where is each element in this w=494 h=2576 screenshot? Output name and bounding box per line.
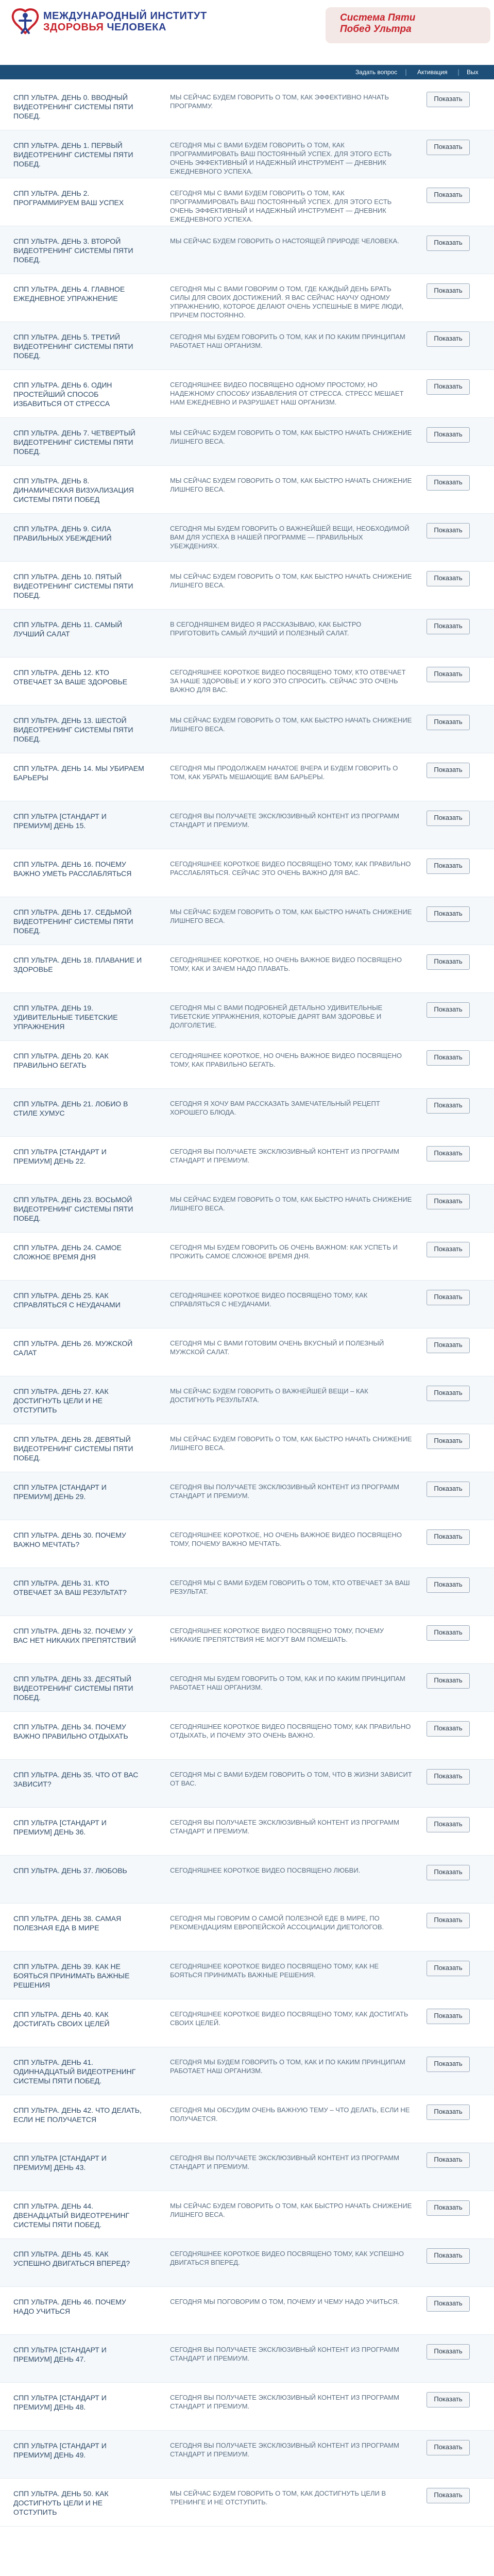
lesson-title: СПП УЛЬТРА. ДЕНЬ 27. КАК ДОСТИГНУТЬ ЦЕЛИ И НЕ ОТСТУПИТЬ: [13, 1387, 109, 1414]
show-lesson-button[interactable]: Показать: [427, 379, 470, 395]
lesson-title: СПП УЛЬТРА [СТАНДАРТ И ПРЕМИУМ] ДЕНЬ 43.: [13, 2154, 107, 2171]
lesson-row: [0, 1376, 494, 1424]
show-lesson-button[interactable]: Показать: [427, 1002, 470, 1018]
lesson-description: В СЕГОДНЯШНЕМ ВИДЕО Я РАССКАЗЫВАЮ, КАК БЫСТРО ПРИГОТОВИТЬ САМЫЙ ЛУЧШИЙ И ПОЛЕЗНЫЙ САЛАТ.: [170, 620, 362, 637]
lesson-row: [0, 658, 494, 705]
lesson-row: [0, 1185, 494, 1233]
show-lesson-button[interactable]: Показать: [427, 1242, 470, 1257]
lesson-title: СПП УЛЬТРА. ДЕНЬ 13. ШЕСТОЙ ВИДЕОТРЕНИНГ СИСТЕМЫ ПЯТИ ПОБЕД.: [13, 716, 133, 743]
top-nav: [0, 65, 494, 79]
show-lesson-button[interactable]: Показать: [427, 1577, 470, 1593]
lesson-description: МЫ СЕЙЧАС БУДЕМ ГОВОРИТЬ О ТОМ, КАК БЫСТРО НАЧАТЬ СНИЖЕНИЕ ЛИШНЕГО ВЕСА.: [170, 477, 412, 493]
lesson-row: [0, 1568, 494, 1616]
lesson-title: СПП УЛЬТРА. ДЕНЬ 26. МУЖСКОЙ САЛАТ: [13, 1339, 133, 1357]
lesson-title: СПП УЛЬТРА [СТАНДАРТ И ПРЕМИУМ] ДЕНЬ 47.: [13, 2346, 107, 2363]
lesson-description: СЕГОДНЯШНЕЕ КОРОТКОЕ, НО ОЧЕНЬ ВАЖНОЕ ВИДЕО ПОСВЯЩЕНО ТОМУ, КАК ПРАВИЛЬНО БЕГАТЬ.: [170, 1052, 402, 1068]
lesson-title: СПП УЛЬТРА. ДЕНЬ 2. ПРОГРАММИРУЕМ ВАШ УСПЕХ: [13, 189, 124, 207]
lesson-description: СЕГОДНЯ ВЫ ПОЛУЧАЕТЕ ЭКСКЛЮЗИВНЫЙ КОНТЕНТ ИЗ ПРОГРАММ СТАНДАРТ И ПРЕМИУМ.: [170, 1819, 399, 1835]
lesson-row: [0, 1041, 494, 1089]
lesson-row: [0, 1424, 494, 1472]
lesson-row: [0, 1760, 494, 1808]
lesson-row: [0, 801, 494, 849]
lesson-row: [0, 418, 494, 466]
lesson-title: СПП УЛЬТРА. ДЕНЬ 25. КАК СПРАВЛЯТЬСЯ С НЕУДАЧАМИ: [13, 1291, 121, 1309]
lesson-title: СПП УЛЬТРА. ДЕНЬ 16. ПОЧЕМУ ВАЖНО УМЕТЬ РАССЛАБЛЯТЬСЯ: [13, 860, 132, 878]
lesson-title: СПП УЛЬТРА. ДЕНЬ 32. ПОЧЕМУ У ВАС НЕТ НИКАКИХ ПРЕПЯТСТВИЙ: [13, 1627, 137, 1644]
show-lesson-button[interactable]: Показать: [427, 1529, 470, 1545]
lesson-title: СПП УЛЬТРА. ДЕНЬ 30. ПОЧЕМУ ВАЖНО МЕЧТАТЬ?: [13, 1531, 126, 1548]
lesson-description: СЕГОДНЯ ВЫ ПОЛУЧАЕТЕ ЭКСКЛЮЗИВНЫЙ КОНТЕНТ ИЗ ПРОГРАММ СТАНДАРТ И ПРЕМИУМ.: [170, 812, 399, 829]
lesson-row: [0, 2047, 494, 2095]
lesson-description: СЕГОДНЯ МЫ БУДЕМ ГОВОРИТЬ О ТОМ, КАК И ПО КАКИМ ПРИНЦИПАМ РАБОТАЕТ НАШ ОРГАНИЗМ.: [170, 333, 405, 349]
lesson-row: [0, 2095, 494, 2143]
nav-separator: |: [457, 69, 460, 76]
show-lesson-button[interactable]: Показать: [427, 331, 470, 347]
lesson-description: СЕГОДНЯ МЫ БУДЕМ ГОВОРИТЬ ОБ ОЧЕНЬ ВАЖНОМ: КАК УСПЕТЬ И ПРОЖИТЬ САМОЕ СЛОЖНОЕ ВРЕМЯ ДНЯ.: [170, 1243, 398, 1260]
lesson-description: СЕГОДНЯШНЕЕ КОРОТКОЕ ВИДЕО ПОСВЯЩЕНО ЛЮБВИ.: [170, 1866, 361, 1874]
lesson-title: СПП УЛЬТРА. ДЕНЬ 39. КАК НЕ БОЯТЬСЯ ПРИНИМАТЬ ВАЖНЫЕ РЕШЕНИЯ: [13, 1962, 130, 1989]
lesson-description: МЫ СЕЙЧАС БУДЕМ ГОВОРИТЬ О ВАЖНЕЙШЕЙ ВЕЩИ – КАК ДОСТИГНУТЬ РЕЗУЛЬТАТА.: [170, 1387, 368, 1404]
lesson-title: СПП УЛЬТРА. ДЕНЬ 4. ГЛАВНОЕ ЕЖЕДНЕВНОЕ УПРАЖНЕНИЕ: [13, 285, 125, 302]
show-lesson-button[interactable]: Показать: [427, 188, 470, 203]
lesson-description: СЕГОДНЯ ВЫ ПОЛУЧАЕТЕ ЭКСКЛЮЗИВНЫЙ КОНТЕНТ ИЗ ПРОГРАММ СТАНДАРТ И ПРЕМИУМ.: [170, 2394, 399, 2410]
lesson-row: [0, 753, 494, 801]
lesson-row: [0, 178, 494, 226]
lesson-title: СПП УЛЬТРА. ДЕНЬ 42. ЧТО ДЕЛАТЬ, ЕСЛИ НЕ ПОЛУЧАЕТСЯ: [13, 2106, 142, 2124]
ask-question-link[interactable]: Задать вопрос: [355, 69, 398, 76]
lesson-row: [0, 2431, 494, 2479]
lesson-description: СЕГОДНЯ МЫ ОБСУДИМ ОЧЕНЬ ВАЖНУЮ ТЕМУ – ЧТО ДЕЛАТЬ, ЕСЛИ НЕ ПОЛУЧАЕТСЯ.: [170, 2106, 410, 2123]
lesson-title: СПП УЛЬТРА. ДЕНЬ 11. САМЫЙ ЛУЧШИЙ САЛАТ: [13, 620, 123, 638]
lesson-description: СЕГОДНЯ ВЫ ПОЛУЧАЕТЕ ЭКСКЛЮЗИВНЫЙ КОНТЕНТ ИЗ ПРОГРАММ СТАНДАРТ И ПРЕМИУМ.: [170, 1148, 399, 1164]
lesson-title: СПП УЛЬТРА [СТАНДАРТ И ПРЕМИУМ] ДЕНЬ 49.: [13, 2442, 107, 2459]
lesson-row: [0, 993, 494, 1041]
lesson-description: СЕГОДНЯШНЕЕ КОРОТКОЕ ВИДЕО ПОСВЯЩЕНО ТОМУ, КАК ПРАВИЛЬНО РАССЛАБЛЯТЬСЯ. СЕЙЧАС ЭТО ОЧЕНЬ ВАЖНО ДЛЯ ВАС.: [170, 860, 411, 877]
lesson-title: СПП УЛЬТРА. ДЕНЬ 28. ДЕВЯТЫЙ ВИДЕОТРЕНИНГ СИСТЕМЫ ПЯТИ ПОБЕД.: [13, 1435, 133, 1462]
lesson-row: [0, 562, 494, 610]
lesson-description: СЕГОДНЯШНЕЕ КОРОТКОЕ ВИДЕО ПОСВЯЩЕНО ТОМУ, КАК УСПЕШНО ДВИГАТЬСЯ ВПЕРЕД.: [170, 2250, 404, 2266]
lesson-title: СПП УЛЬТРА. ДЕНЬ 20. КАК ПРАВИЛЬНО БЕГАТЬ: [13, 1052, 109, 1069]
lesson-title: СПП УЛЬТРА [СТАНДАРТ И ПРЕМИУМ] ДЕНЬ 29.: [13, 1483, 107, 1501]
show-lesson-button[interactable]: Показать: [427, 1625, 470, 1641]
lesson-description: СЕГОДНЯШНЕЕ КОРОТКОЕ, НО ОЧЕНЬ ВАЖНОЕ ВИДЕО ПОСВЯЩЕНО ТОМУ, КАК И ЗАЧЕМ НАДО ПЛАВАТЬ.: [170, 956, 402, 972]
lesson-title: СПП УЛЬТРА. ДЕНЬ 37. ЛЮБОВЬ: [13, 1866, 127, 1875]
lesson-title: СПП УЛЬТРА [СТАНДАРТ И ПРЕМИУМ] ДЕНЬ 15.: [13, 812, 107, 830]
lesson-description: СЕГОДНЯ МЫ БУДЕМ ГОВОРИТЬ О ТОМ, КАК И ПО КАКИМ ПРИНЦИПАМ РАБОТАЕТ НАШ ОРГАНИЗМ.: [170, 2058, 405, 2075]
lesson-title: СПП УЛЬТРА. ДЕНЬ 18. ПЛАВАНИЕ И ЗДОРОВЬЕ: [13, 956, 142, 973]
lesson-description: СЕГОДНЯ МЫ ГОВОРИМ О САМОЙ ПОЛЕЗНОЙ ЕДЕ В МИРЕ, ПО РЕКОМЕНДАЦИЯМ ЕВРОПЕЙСКОЙ АССОЦИАЦИИ ДИЕТОЛОГОВ.: [170, 1914, 384, 1931]
lesson-description: МЫ СЕЙЧАС БУДЕМ ГОВОРИТЬ О НАСТОЯЩЕЙ ПРИРОДЕ ЧЕЛОВЕКА.: [170, 237, 399, 245]
lesson-title: СПП УЛЬТРА. ДЕНЬ 31. КТО ОТВЕЧАЕТ ЗА ВАШ РЕЗУЛЬТАТ?: [13, 1579, 127, 1596]
lesson-row: [0, 2143, 494, 2191]
show-lesson-button[interactable]: Показать: [427, 235, 470, 251]
show-lesson-button[interactable]: Показать: [427, 858, 470, 874]
show-lesson-button[interactable]: Показать: [427, 2057, 470, 2072]
lesson-row: [0, 1712, 494, 1760]
show-lesson-button[interactable]: Показать: [427, 571, 470, 586]
show-lesson-button[interactable]: Показать: [427, 283, 470, 299]
show-lesson-button[interactable]: Показать: [427, 1146, 470, 1161]
show-lesson-button[interactable]: Показать: [427, 2344, 470, 2360]
lesson-row: [0, 1904, 494, 1951]
lesson-row: [0, 1520, 494, 1568]
show-lesson-button[interactable]: Показать: [427, 2009, 470, 2024]
lesson-row: [0, 1281, 494, 1328]
lesson-description: МЫ СЕЙЧАС БУДЕМ ГОВОРИТЬ О ТОМ, КАК БЫСТРО НАЧАТЬ СНИЖЕНИЕ ЛИШНЕГО ВЕСА.: [170, 1196, 412, 1212]
show-lesson-button[interactable]: Показать: [427, 1338, 470, 1353]
show-lesson-button[interactable]: Показать: [427, 1769, 470, 1784]
lesson-row: [0, 370, 494, 418]
lesson-row: [0, 2335, 494, 2383]
lesson-description: СЕГОДНЯ МЫ С ВАМИ ГОВОРИМ О ТОМ, ГДЕ КАЖДЫЙ ДЕНЬ БРАТЬ СИЛЫ ДЛЯ СВОИХ ДОСТИЖЕНИЙ. Я ВАС СЕЙЧАС НАУЧУ ОДНОМУ УПРАЖНЕНИЮ, КОТОРОЕ ДЕЛАЮТ ОЧЕНЬ УСПЕШНЫЕ В МИРЕ ЛЮДИ, ПРИЧЕМ ПОСТОЯННО.: [170, 285, 404, 319]
show-lesson-button[interactable]: Показать: [427, 1913, 470, 1928]
show-lesson-button[interactable]: Показать: [427, 2104, 470, 2120]
lesson-row: [0, 226, 494, 274]
lesson-row: [0, 514, 494, 562]
show-lesson-button[interactable]: Показать: [427, 140, 470, 155]
lesson-title: СПП УЛЬТРА. ДЕНЬ 23. ВОСЬМОЙ ВИДЕОТРЕНИНГ СИСТЕМЫ ПЯТИ ПОБЕД.: [13, 1196, 133, 1222]
lesson-title: СПП УЛЬТРА. ДЕНЬ 17. СЕДЬМОЙ ВИДЕОТРЕНИНГ СИСТЕМЫ ПЯТИ ПОБЕД.: [13, 908, 133, 935]
show-lesson-button[interactable]: Показать: [427, 2488, 470, 2503]
lesson-title: СПП УЛЬТРА. ДЕНЬ 34. ПОЧЕМУ ВАЖНО ПРАВИЛЬНО ОТДЫХАТЬ: [13, 1723, 128, 1740]
lesson-row: [0, 1616, 494, 1664]
lesson-description: СЕГОДНЯШНЕЕ КОРОТКОЕ ВИДЕО ПОСВЯЩЕНО ТОМУ, КАК СПРАВЛЯТЬСЯ С НЕУДАЧАМИ.: [170, 1291, 368, 1308]
lesson-row: [0, 849, 494, 897]
lesson-description: СЕГОДНЯ МЫ С ВАМИ БУДЕМ ГОВОРИТЬ О ТОМ, ЧТО В ЖИЗНИ ЗАВИСИТ ОТ ВАС.: [170, 1771, 412, 1787]
show-lesson-button[interactable]: Показать: [427, 906, 470, 922]
lesson-description: СЕГОДНЯШНЕЕ КОРОТКОЕ ВИДЕО ПОСВЯЩЕНО ТОМУ, КАК ДОСТИГАТЬ СВОИХ ЦЕЛЕЙ.: [170, 2010, 408, 2027]
lesson-title: СПП УЛЬТРА. ДЕНЬ 38. САМАЯ ПОЛЕЗНАЯ ЕДА В МИРЕ: [13, 1914, 122, 1932]
lesson-title: СПП УЛЬТРА. ДЕНЬ 8. ДИНАМИЧЕСКАЯ ВИЗУАЛИЗАЦИЯ СИСТЕМЫ ПЯТИ ПОБЕД: [13, 477, 134, 503]
lesson-description: МЫ СЕЙЧАС БУДЕМ ГОВОРИТЬ О ТОМ, КАК ЭФФЕКТИВНО НАЧАТЬ ПРОГРАММУ.: [170, 93, 389, 110]
lesson-row: [0, 1951, 494, 1999]
lesson-description: СЕГОДНЯ МЫ С ВАМИ ГОТОВИМ ОЧЕНЬ ВКУСНЫЙ И ПОЛЕЗНЫЙ МУЖСКОЙ САЛАТ.: [170, 1339, 384, 1356]
logo-line-2-accent: ЗДОРОВЬЯ: [43, 22, 104, 33]
activation-link[interactable]: Активация: [417, 69, 448, 76]
show-lesson-button[interactable]: Показать: [427, 1865, 470, 1880]
lesson-row: [0, 1328, 494, 1376]
program-badge: [326, 7, 490, 43]
lesson-title: СПП УЛЬТРА. ДЕНЬ 14. МЫ УБИРАЕМ БАРЬЕРЫ: [13, 764, 144, 782]
lesson-row: [0, 2383, 494, 2431]
show-lesson-button[interactable]: Показать: [427, 92, 470, 107]
lesson-description: СЕГОДНЯ ВЫ ПОЛУЧАЕТЕ ЭКСКЛЮЗИВНЫЙ КОНТЕНТ ИЗ ПРОГРАММ СТАНДАРТ И ПРЕМИУМ.: [170, 2346, 399, 2362]
lesson-title: СПП УЛЬТРА. ДЕНЬ 33. ДЕСЯТЫЙ ВИДЕОТРЕНИНГ СИСТЕМЫ ПЯТИ ПОБЕД.: [13, 1675, 133, 1702]
site-header: [0, 0, 494, 62]
lesson-title: СПП УЛЬТРА [СТАНДАРТ И ПРЕМИУМ] ДЕНЬ 48.: [13, 2394, 107, 2411]
lesson-row: [0, 2191, 494, 2239]
lesson-list: [0, 82, 494, 2527]
lesson-title: СПП УЛЬТРА. ДЕНЬ 19. УДИВИТЕЛЬНЫЕ ТИБЕТСКИЕ УПРАЖНЕНИЯ: [13, 1004, 118, 1031]
lesson-row: [0, 1472, 494, 1520]
lesson-title: СПП УЛЬТРА. ДЕНЬ 41. ОДИННАДЦАТЫЙ ВИДЕОТРЕНИНГ СИСТЕМЫ ПЯТИ ПОБЕД.: [13, 2058, 136, 2085]
show-lesson-button[interactable]: Показать: [427, 1050, 470, 1066]
lesson-title: СПП УЛЬТРА. ДЕНЬ 0. ВВОДНЫЙ ВИДЕОТРЕНИНГ СИСТЕМЫ ПЯТИ ПОБЕД.: [13, 93, 133, 120]
lesson-description: СЕГОДНЯ МЫ С ВАМИ БУДЕМ ГОВОРИТЬ О ТОМ, КТО ОТВЕЧАЕТ ЗА ВАШ РЕЗУЛЬТАТ.: [170, 1579, 410, 1595]
program-badge-text: [340, 12, 415, 35]
show-lesson-button[interactable]: Показать: [427, 2392, 470, 2407]
lesson-title: СПП УЛЬТРА. ДЕНЬ 21. ЛОБИО В СТИЛЕ ХУМУС: [13, 1100, 128, 1117]
lesson-title: СПП УЛЬТРА. ДЕНЬ 50. КАК ДОСТИГНУТЬ ЦЕЛИ И НЕ ОТСТУПИТЬ: [13, 2489, 109, 2516]
lesson-description: СЕГОДНЯШНЕЕ КОРОТКОЕ ВИДЕО ПОСВЯЩЕНО ТОМУ, ПОЧЕМУ НИКАКИЕ ПРЕПЯТСТВИЯ НЕ МОГУТ ВАМ ПОМЕШАТЬ.: [170, 1627, 384, 1643]
lesson-row: [0, 945, 494, 993]
lesson-description: СЕГОДНЯ МЫ БУДЕМ ГОВОРИТЬ О ТОМ, КАК И ПО КАКИМ ПРИНЦИПАМ РАБОТАЕТ НАШ ОРГАНИЗМ.: [170, 1675, 405, 1691]
lesson-title: СПП УЛЬТРА [СТАНДАРТ И ПРЕМИУМ] ДЕНЬ 36.: [13, 1819, 107, 1836]
lesson-row: [0, 1856, 494, 1904]
lesson-row: [0, 274, 494, 322]
show-lesson-button[interactable]: Показать: [427, 1481, 470, 1497]
lesson-row: [0, 2479, 494, 2527]
lesson-description: СЕГОДНЯ МЫ С ВАМИ БУДЕМ ГОВОРИТЬ О ТОМ, КАК ПРОГРАММИРОВАТЬ ВАШ ПОСТОЯННЫЙ УСПЕХ. ДЛЯ ЭТОГО ЕСТЬ ОЧЕНЬ ЭФФЕКТИВНЫЙ И НАДЕЖНЫЙ ИНСТРУМЕНТ — ДНЕВНИК ЕЖЕДНЕВНОГО УСПЕХА.: [170, 189, 392, 223]
show-lesson-button[interactable]: Показать: [427, 475, 470, 491]
lesson-description: СЕГОДНЯШНЕЕ КОРОТКОЕ, НО ОЧЕНЬ ВАЖНОЕ ВИДЕО ПОСВЯЩЕНО ТОМУ, ПОЧЕМУ ВАЖНО МЕЧТАТЬ.: [170, 1531, 402, 1547]
program-badge-line-1: Система Пяти: [340, 12, 416, 23]
program-badge-line-2: Побед Ультра: [340, 24, 412, 35]
lesson-description: СЕГОДНЯ ВЫ ПОЛУЧАЕТЕ ЭКСКЛЮЗИВНЫЙ КОНТЕНТ ИЗ ПРОГРАММ СТАНДАРТ И ПРЕМИУМ.: [170, 2442, 399, 2458]
lesson-description: СЕГОДНЯ ВЫ ПОЛУЧАЕТЕ ЭКСКЛЮЗИВНЫЙ КОНТЕНТ ИЗ ПРОГРАММ СТАНДАРТ И ПРЕМИУМ.: [170, 2154, 399, 2170]
show-lesson-button[interactable]: Показать: [427, 763, 470, 778]
lesson-title: СПП УЛЬТРА. ДЕНЬ 24. САМОЕ СЛОЖНОЕ ВРЕМЯ ДНЯ: [13, 1243, 122, 1261]
lesson-description: МЫ СЕЙЧАС БУДЕМ ГОВОРИТЬ О ТОМ, КАК БЫСТРО НАЧАТЬ СНИЖЕНИЕ ЛИШНЕГО ВЕСА.: [170, 2202, 412, 2218]
show-lesson-button[interactable]: Показать: [427, 1817, 470, 1832]
lesson-description: СЕГОДНЯ МЫ С ВАМИ ПОДРОБНЕЙ ДЕТАЛЬНО УДИВИТЕЛЬНЫЕ ТИБЕТСКИЕ УПРАЖНЕНИЯ, КОТОРЫЕ ДАРЯТ ВАМ ЗДОРОВЬЕ И ДОЛГОЛЕТИЕ.: [170, 1004, 383, 1029]
lesson-row: [0, 1999, 494, 2047]
lesson-title: СПП УЛЬТРА. ДЕНЬ 9. СИЛА ПРАВИЛЬНЫХ УБЕЖДЕНИЙ: [13, 525, 112, 542]
lesson-row: [0, 82, 494, 130]
lesson-description: СЕГОДНЯ МЫ ПОГОВОРИМ О ТОМ, ПОЧЕМУ И ЧЕМУ НАДО УЧИТЬСЯ.: [170, 2298, 400, 2305]
lesson-description: МЫ СЕЙЧАС БУДЕМ ГОВОРИТЬ О ТОМ, КАК БЫСТРО НАЧАТЬ СНИЖЕНИЕ ЛИШНЕГО ВЕСА.: [170, 573, 412, 589]
lesson-description: СЕГОДНЯ МЫ С ВАМИ БУДЕМ ГОВОРИТЬ О ТОМ, КАК ПРОГРАММИРОВАТЬ ВАШ ПОСТОЯННЫЙ УСПЕХ. ДЛЯ ЭТОГО ЕСТЬ ОЧЕНЬ ЭФФЕКТИВНЫЙ И НАДЕЖНЫЙ ИНСТРУМЕНТ — ДНЕВНИК ЕЖЕДНЕВНОГО УСПЕХА.: [170, 141, 392, 175]
institute-logo-text[interactable]: [43, 10, 207, 33]
show-lesson-button[interactable]: Показать: [427, 523, 470, 538]
show-lesson-button[interactable]: Показать: [427, 2200, 470, 2216]
nav-separator: |: [405, 69, 407, 76]
lesson-description: СЕГОДНЯШНЕЕ ВИДЕО ПОСВЯЩЕНО ОДНОМУ ПРОСТОМУ, НО НАДЕЖНОМУ СПОСОБУ ИЗБАВЛЕНИЯ ОТ СТРЕССА. СТРЕСС МЕШАЕТ НАМ ЕЖЕДНЕВНО И РАЗРУШАЕТ НАШ ОРГАНИЗМ.: [170, 381, 404, 406]
lesson-description: МЫ СЕЙЧАС БУДЕМ ГОВОРИТЬ О ТОМ, КАК БЫСТРО НАЧАТЬ СНИЖЕНИЕ ЛИШНЕГО ВЕСА.: [170, 716, 412, 733]
lesson-description: СЕГОДНЯ МЫ ПРОДОЛЖАЕМ НАЧАТОЕ ВЧЕРА И БУДЕМ ГОВОРИТЬ О ТОМ, КАК УБРАТЬ МЕШАЮЩИЕ ВАМ БАРЬЕРЫ.: [170, 764, 398, 781]
show-lesson-button[interactable]: Показать: [427, 1721, 470, 1737]
show-lesson-button[interactable]: Показать: [427, 2152, 470, 2168]
show-lesson-button[interactable]: Показать: [427, 2248, 470, 2264]
lesson-title: СПП УЛЬТРА. ДЕНЬ 40. КАК ДОСТИГАТЬ СВОИХ ЦЕЛЕЙ: [13, 2010, 110, 2028]
show-lesson-button[interactable]: Показать: [427, 427, 470, 443]
lesson-row: [0, 897, 494, 945]
lesson-title: СПП УЛЬТРА [СТАНДАРТ И ПРЕМИУМ] ДЕНЬ 22.: [13, 1148, 107, 1165]
lesson-description: СЕГОДНЯШНЕЕ КОРОТКОЕ ВИДЕО ПОСВЯЩЕНО ТОМУ, КТО ОТВЕЧАЕТ ЗА НАШЕ ЗДОРОВЬЕ И У КОГО ЭТО СПРОСИТЬ. СЕЙЧАС ЭТО ОЧЕНЬ ВАЖНО ДЛЯ ВАС.: [170, 668, 406, 694]
logo-line-1: МЕЖДУНАРОДНЫЙ ИНСТИТУТ: [43, 10, 207, 22]
lesson-row: [0, 610, 494, 658]
lesson-row: [0, 322, 494, 370]
lesson-title: СПП УЛЬТРА. ДЕНЬ 44. ДВЕНАДЦАТЫЙ ВИДЕОТРЕНИНГ СИСТЕМЫ ПЯТИ ПОБЕД.: [13, 2202, 130, 2229]
lesson-description: СЕГОДНЯШНЕЕ КОРОТКОЕ ВИДЕО ПОСВЯЩЕНО ТОМУ, КАК ПРАВИЛЬНО ОТДЫХАТЬ, И ПОЧЕМУ ЭТО ОЧЕНЬ ВАЖНО.: [170, 1723, 411, 1739]
show-lesson-button[interactable]: Показать: [427, 1386, 470, 1401]
logo-line-2-rest: ЧЕЛОВЕКА: [107, 22, 166, 33]
lesson-description: МЫ СЕЙЧАС БУДЕМ ГОВОРИТЬ О ТОМ, КАК БЫСТРО НАЧАТЬ СНИЖЕНИЕ ЛИШНЕГО ВЕСА.: [170, 908, 412, 924]
lesson-row: [0, 2287, 494, 2335]
lesson-row: [0, 1089, 494, 1137]
lesson-description: МЫ СЕЙЧАС БУДЕМ ГОВОРИТЬ О ТОМ, КАК БЫСТРО НАЧАТЬ СНИЖЕНИЕ ЛИШНЕГО ВЕСА.: [170, 429, 412, 445]
logo-line-2: [43, 22, 207, 33]
lesson-description: СЕГОДНЯ МЫ БУДЕМ ГОВОРИТЬ О ВАЖНЕЙШЕЙ ВЕЩИ, НЕОБХОДИМОЙ ВАМ ДЛЯ УСПЕХА В НАШЕЙ ПРОГРАММЕ — ПРАВИЛЬНЫХ УБЕЖДЕНИЯХ.: [170, 525, 410, 550]
lesson-row: [0, 466, 494, 514]
lesson-description: МЫ СЕЙЧАС БУДЕМ ГОВОРИТЬ О ТОМ, КАК БЫСТРО НАЧАТЬ СНИЖЕНИЕ ЛИШНЕГО ВЕСА.: [170, 1435, 412, 1452]
show-lesson-button[interactable]: Показать: [427, 667, 470, 682]
lesson-row: [0, 1137, 494, 1185]
lesson-title: СПП УЛЬТРА. ДЕНЬ 46. ПОЧЕМУ НАДО УЧИТЬСЯ: [13, 2298, 126, 2315]
lesson-title: СПП УЛЬТРА. ДЕНЬ 45. КАК УСПЕШНО ДВИГАТЬСЯ ВПЕРЕД?: [13, 2250, 130, 2267]
lesson-row: [0, 705, 494, 753]
show-lesson-button[interactable]: Показать: [427, 619, 470, 634]
show-lesson-button[interactable]: Показать: [427, 1194, 470, 1209]
lesson-title: СПП УЛЬТРА. ДЕНЬ 10. ПЯТЫЙ ВИДЕОТРЕНИНГ СИСТЕМЫ ПЯТИ ПОБЕД.: [13, 573, 133, 599]
show-lesson-button[interactable]: Показать: [427, 954, 470, 970]
lesson-description: СЕГОДНЯ Я ХОЧУ ВАМ РАССКАЗАТЬ ЗАМЕЧАТЕЛЬНЫЙ РЕЦЕПТ ХОРОШЕГО БЛЮДА.: [170, 1100, 380, 1116]
lesson-title: СПП УЛЬТРА. ДЕНЬ 1. ПЕРВЫЙ ВИДЕОТРЕНИНГ СИСТЕМЫ ПЯТИ ПОБЕД.: [13, 141, 133, 168]
institute-logo-icon: [10, 7, 40, 37]
show-lesson-button[interactable]: Показать: [427, 715, 470, 730]
show-lesson-button[interactable]: Показать: [427, 1673, 470, 1689]
show-lesson-button[interactable]: Показать: [427, 1290, 470, 1305]
show-lesson-button[interactable]: Показать: [427, 2296, 470, 2312]
show-lesson-button[interactable]: Показать: [427, 1098, 470, 1114]
lesson-title: СПП УЛЬТРА. ДЕНЬ 6. ОДИН ПРОСТЕЙШИЙ СПОСОБ ИЗБАВИТЬСЯ ОТ СТРЕССА: [13, 381, 112, 408]
lesson-row: [0, 1233, 494, 1281]
lesson-title: СПП УЛЬТРА. ДЕНЬ 35. ЧТО ОТ ВАС ЗАВИСИТ?: [13, 1771, 139, 1788]
lesson-row: [0, 130, 494, 178]
logout-link[interactable]: Вых: [467, 69, 479, 76]
lesson-title: СПП УЛЬТРА. ДЕНЬ 3. ВТОРОЙ ВИДЕОТРЕНИНГ СИСТЕМЫ ПЯТИ ПОБЕД.: [13, 237, 133, 264]
lesson-row: [0, 1664, 494, 1712]
show-lesson-button[interactable]: Показать: [427, 1961, 470, 1976]
show-lesson-button[interactable]: Показать: [427, 811, 470, 826]
lesson-title: СПП УЛЬТРА. ДЕНЬ 5. ТРЕТИЙ ВИДЕОТРЕНИНГ СИСТЕМЫ ПЯТИ ПОБЕД.: [13, 333, 133, 360]
lesson-description: СЕГОДНЯШНЕЕ КОРОТКОЕ ВИДЕО ПОСВЯЩЕНО ТОМУ, КАК НЕ БОЯТЬСЯ ПРИНИМАТЬ ВАЖНЫЕ РЕШЕНИЯ.: [170, 1962, 379, 1979]
show-lesson-button[interactable]: Показать: [427, 1434, 470, 1449]
lesson-row: [0, 2239, 494, 2287]
show-lesson-button[interactable]: Показать: [427, 2440, 470, 2455]
lesson-title: СПП УЛЬТРА. ДЕНЬ 7. ЧЕТВЕРТЫЙ ВИДЕОТРЕНИНГ СИСТЕМЫ ПЯТИ ПОБЕД.: [13, 429, 135, 456]
lesson-row: [0, 1808, 494, 1856]
lesson-title: СПП УЛЬТРА. ДЕНЬ 12. КТО ОТВЕЧАЕТ ЗА ВАШЕ ЗДОРОВЬЕ: [13, 668, 128, 686]
lesson-description: СЕГОДНЯ ВЫ ПОЛУЧАЕТЕ ЭКСКЛЮЗИВНЫЙ КОНТЕНТ ИЗ ПРОГРАММ СТАНДАРТ И ПРЕМИУМ.: [170, 1483, 399, 1500]
lesson-description: МЫ СЕЙЧАС БУДЕМ ГОВОРИТЬ О ТОМ, КАК ДОСТИГНУТЬ ЦЕЛИ В ТРЕНИНГЕ И НЕ ОТСТУПИТЬ.: [170, 2489, 386, 2506]
